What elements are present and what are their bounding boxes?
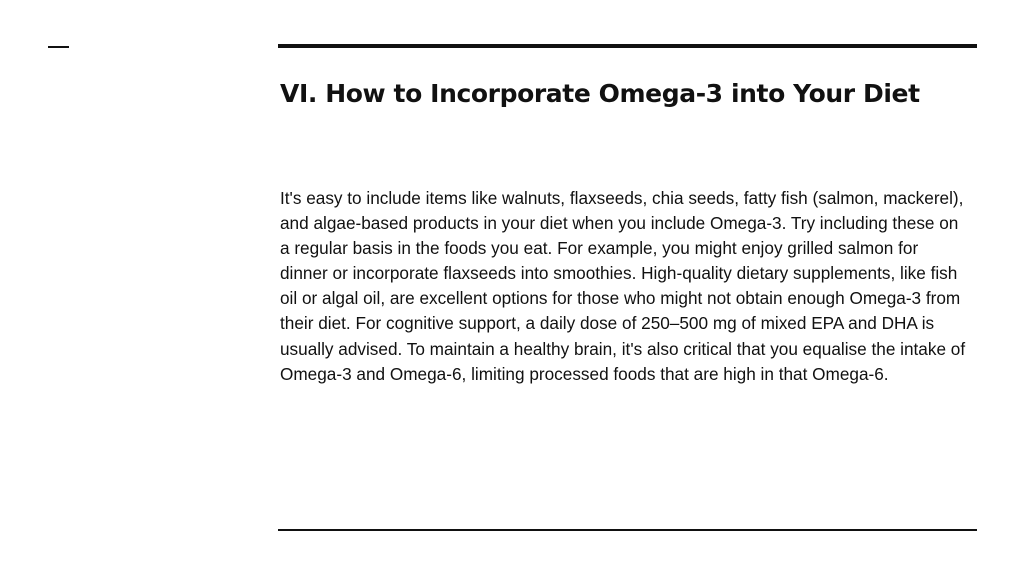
- bottom-divider-line: [278, 529, 977, 531]
- top-divider-line: [278, 44, 977, 48]
- corner-dash-decoration: [48, 46, 69, 48]
- slide-title: VI. How to Incorporate Omega-3 into Your Diet: [280, 79, 920, 108]
- slide-body-text: It's easy to include items like walnuts, flaxseeds, chia seeds, fatty fish (salmon, mackerel), and algae-based products in your diet when you include Omega-3. Try including these on a regular basis in the foods you eat. For example, you might enjoy grilled salmon for dinner or incorporate flaxseeds into smoothies. High-quality dietary supplements, like fish oil or algal oil, are excellent options for those who might not obtain enough Omega-3 from their diet. For cognitive support, a daily dose of 250–500 mg of mixed EPA and DHA is usually advised. To maintain a healthy brain, it's also critical that you equalise the intake of Omega-3 and Omega-6, limiting processed foods that are high in that Omega-6.: [280, 188, 966, 384]
